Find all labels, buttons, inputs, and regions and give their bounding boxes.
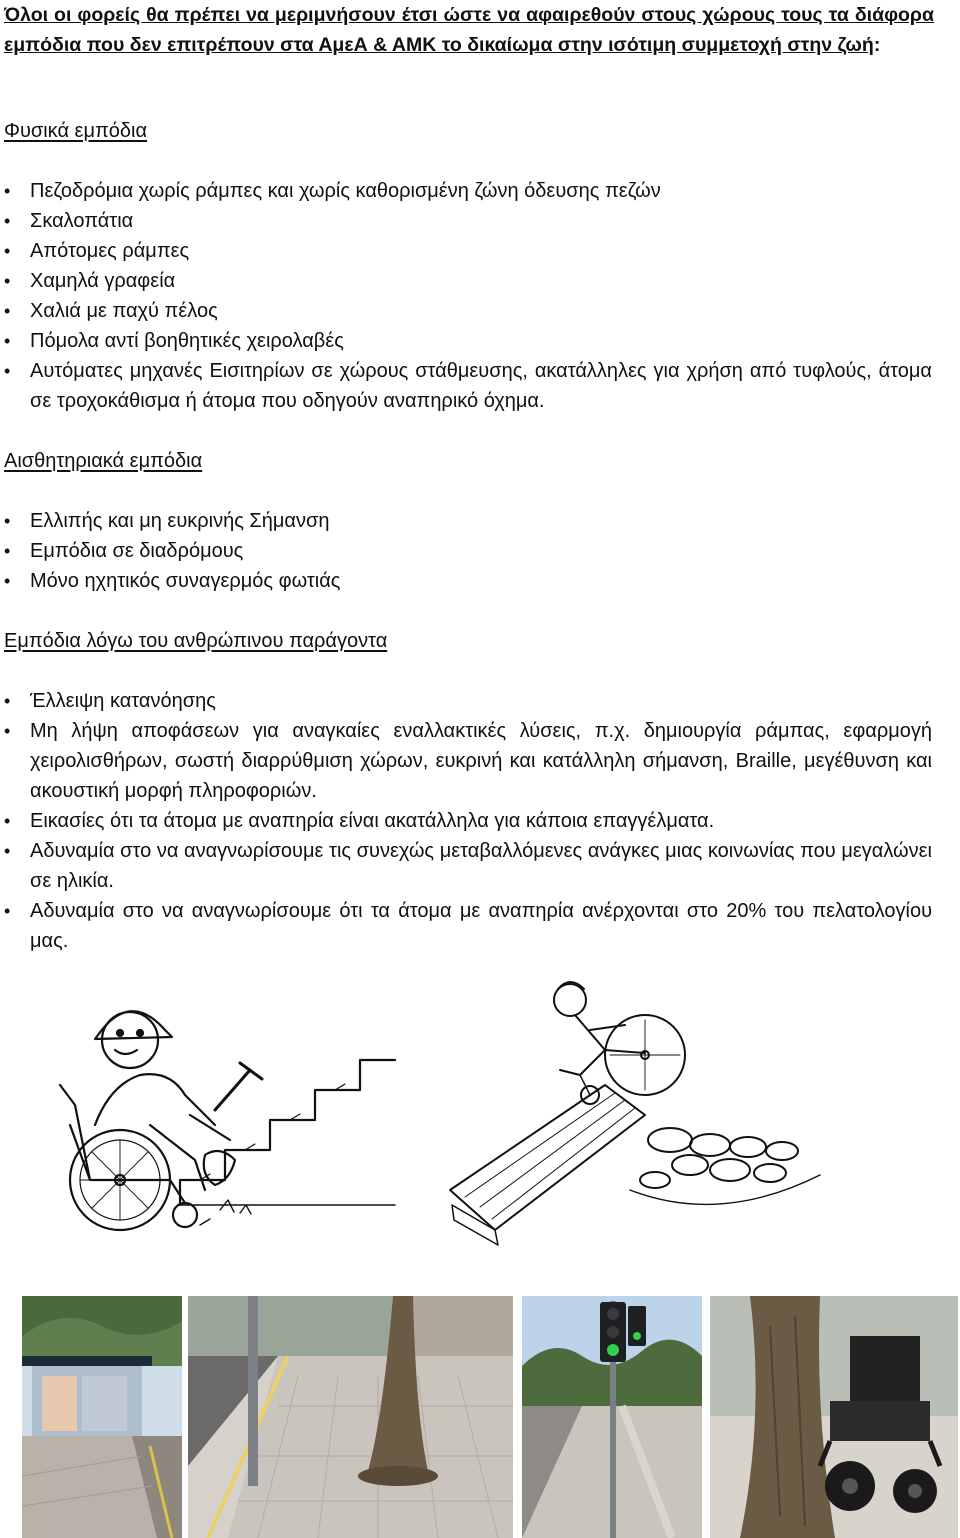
list-item: • Χαμηλά γραφεία <box>4 266 932 296</box>
list-item: • Σκαλοπάτια <box>4 206 932 236</box>
physical-barriers-list <box>4 176 932 416</box>
wheelchair-ramp-cartoon <box>430 975 850 1255</box>
traffic-light-photo <box>522 1296 702 1538</box>
list-item: • Πόμολα αντί βοηθητικές χειρολαβές <box>4 326 932 356</box>
list-item: • Αυτόματες μηχανές Εισιτηρίων σε χώρους στάθμευσης, ακατάλληλες για χρήση από τυφλούς, άτομα σε τροχοκάθισμα ή άτομα που οδηγούν αναπηρικό όχημα. <box>4 356 932 416</box>
intro-text: Όλοι οι φορείς θα πρέπει να μεριμνήσουν έτσι ώστε να αφαιρεθούν στους χώρους τους τα διάφορα εμπόδια που δεν επιτρέπουν στα ΑμεΑ & ΑΜΚ το δικαίωμα στην ισότιμη συμμετοχή στην ζωή <box>4 4 934 56</box>
intro-colon: : <box>873 34 881 56</box>
list-item: • Αδυναμία στο να αναγνωρίσουμε τις συνεχώς μεταβαλλόμενες ανάγκες μιας κοινωνίας που μεγαλώνει σε ηλικία. <box>4 836 932 896</box>
list-item: • Εμπόδια σε διαδρόμους <box>4 536 932 566</box>
list-item: • Μόνο ηχητικός συναγερμός φωτιάς <box>4 566 932 596</box>
list-item: • Έλλειψη κατανόησης <box>4 686 932 716</box>
sensory-barriers-list <box>4 506 932 596</box>
list-item: • Εικασίες ότι τα άτομα με αναπηρία είναι ακατάλληλα για κάποια επαγγέλματα. <box>4 806 932 836</box>
list-item: • Αδυναμία στο να αναγνωρίσουμε ότι τα άτομα με αναπηρία ανέρχονται στο 20% του πελατολογίου μας. <box>4 896 932 956</box>
bus-stop-photo <box>22 1296 182 1538</box>
intro-paragraph <box>4 0 934 60</box>
wheelchair-stairs-cartoon <box>0 975 405 1255</box>
list-item: • Ελλιπής και μη ευκρινής Σήμανση <box>4 506 932 536</box>
heading-human-factor-barriers: Εμπόδια λόγω του ανθρώπινου παράγοντα <box>4 630 388 652</box>
wheelchair-tree-photo <box>710 1296 958 1538</box>
heading-sensory-barriers: Αισθητηριακά εμπόδια <box>4 450 203 472</box>
human-factor-barriers-list <box>4 686 932 956</box>
list-item: • Χαλιά με παχύ πέλος <box>4 296 932 326</box>
list-item: • Πεζοδρόμια χωρίς ράμπες και χωρίς καθορισμένη ζώνη όδευσης πεζών <box>4 176 932 206</box>
list-item: • Μη λήψη αποφάσεων για αναγκαίες εναλλακτικές λύσεις, π.χ. δημιουργία ράμπας, εφαρμογή χειρολισθήρων, σωστή διαρρύθμιση χώρων, ευκρινή και κατάλληλη σήμανση, Braille, μεγέθυνση και ακουστική μορφή πληροφοριών. <box>4 716 932 806</box>
heading-physical-barriers: Φυσικά εμπόδια <box>4 120 148 142</box>
tree-sidewalk-photo <box>188 1296 513 1538</box>
list-item: • Απότομες ράμπες <box>4 236 932 266</box>
